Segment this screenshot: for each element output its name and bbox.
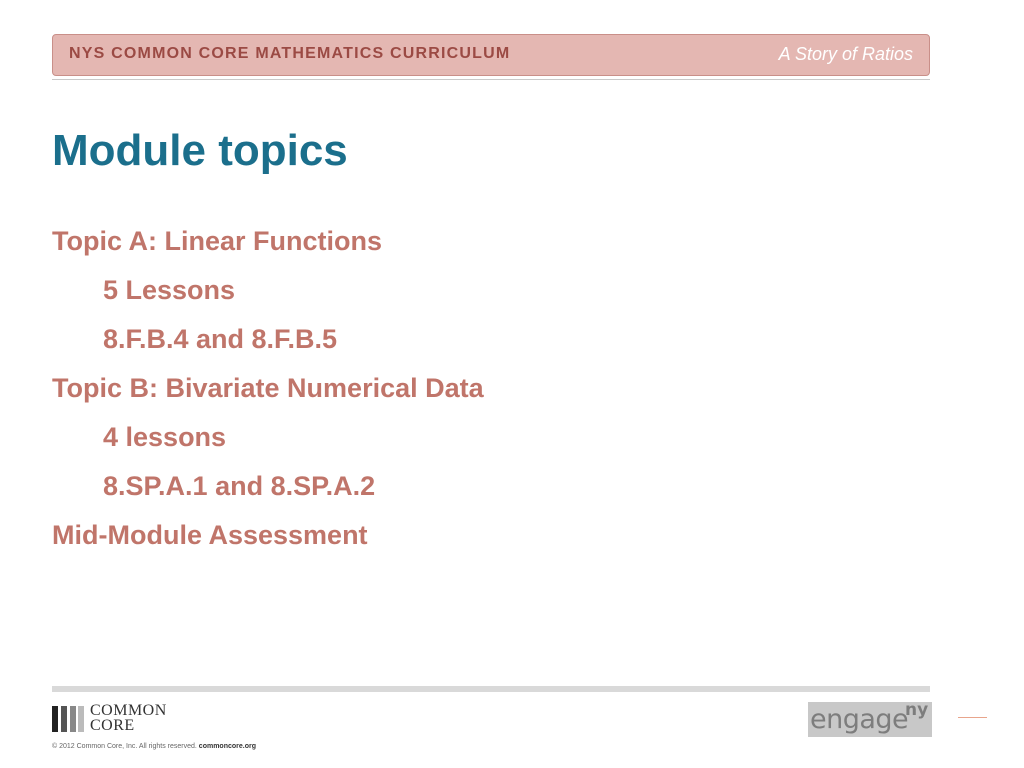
- topic-detail: 8.SP.A.1 and 8.SP.A.2: [103, 471, 376, 501]
- logo-bar: [70, 706, 76, 732]
- logo-bar: [61, 706, 67, 732]
- engage-logo-superscript: ny: [905, 700, 929, 720]
- engage-logo-text: engage: [810, 704, 909, 735]
- topic-heading: Topic B: Bivariate Numerical Data: [52, 373, 484, 403]
- header-divider: [52, 79, 930, 80]
- header-banner: [52, 34, 930, 76]
- engageny-logo: [808, 702, 932, 737]
- footer-divider: [52, 686, 930, 692]
- logo-bar: [78, 706, 84, 732]
- topic-heading: Mid-Module Assessment: [52, 520, 368, 550]
- topic-list: [52, 222, 484, 565]
- topic-detail: 8.F.B.4 and 8.F.B.5: [103, 324, 338, 354]
- logo-bar: [52, 706, 58, 732]
- logo-line-2: CORE: [90, 717, 135, 734]
- slide-title: Module topics: [52, 126, 348, 175]
- common-core-logo-text: [90, 703, 167, 733]
- story-title: A Story of Ratios: [778, 44, 913, 64]
- copyright-link[interactable]: commoncore.org: [198, 743, 256, 750]
- topic-heading: Topic A: Linear Functions: [52, 226, 382, 256]
- logo-line-1: COMMON: [90, 702, 167, 719]
- slide-marker: [958, 717, 987, 718]
- common-core-logo: [52, 702, 182, 736]
- copyright-text: © 2012 Common Core, Inc. All rights reserved.: [52, 743, 197, 750]
- copyright-notice: [52, 743, 256, 750]
- curriculum-title: NYS COMMON CORE MATHEMATICS CURRICULUM: [69, 45, 511, 62]
- topic-detail: 5 Lessons: [103, 275, 236, 305]
- topic-detail: 4 lessons: [103, 422, 227, 452]
